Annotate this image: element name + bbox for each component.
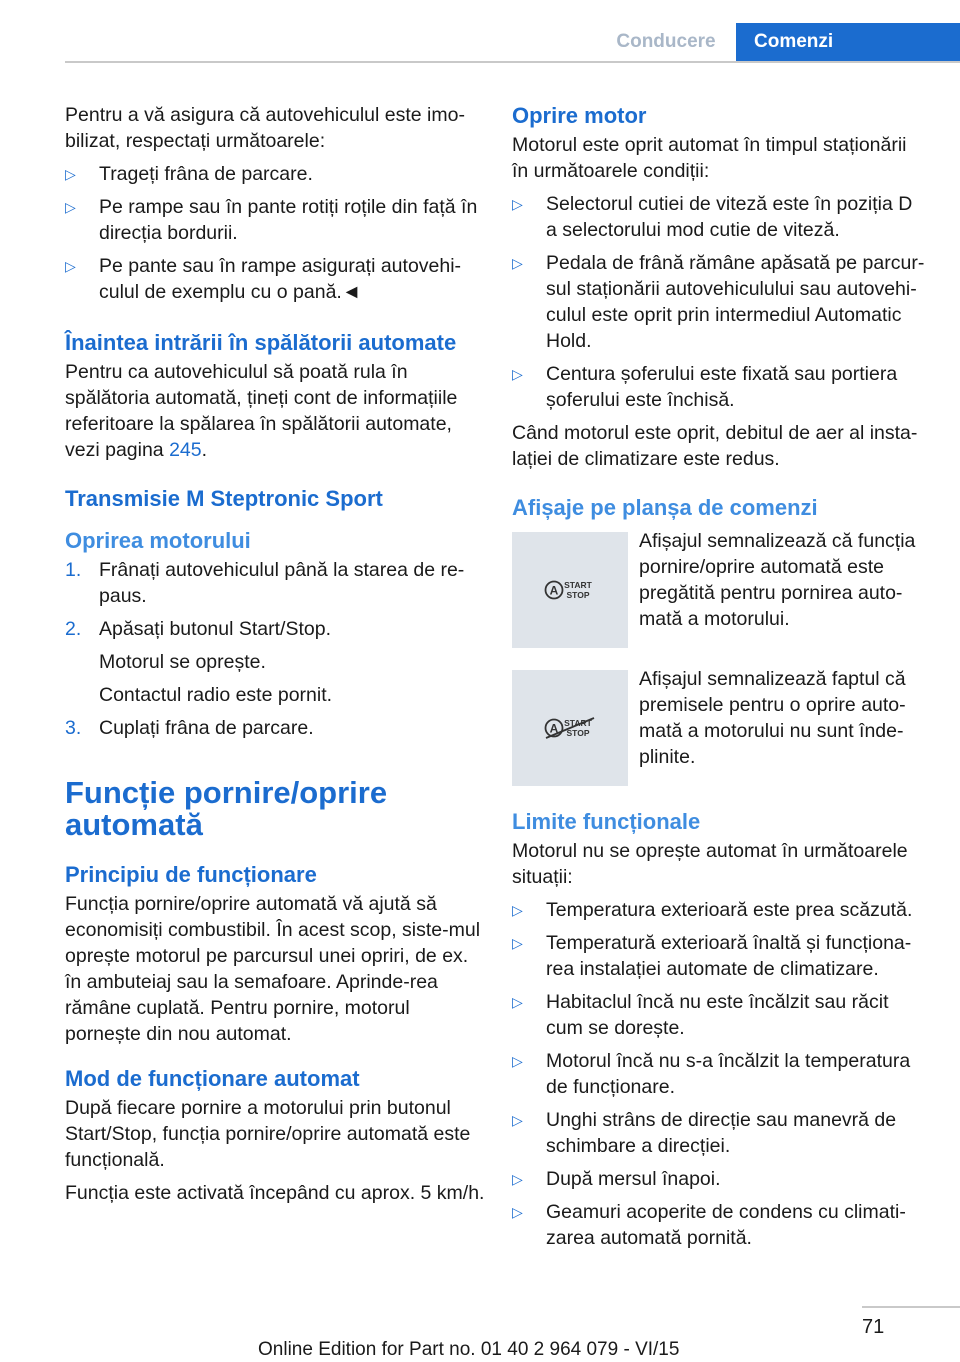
svg-text:STOP: STOP	[566, 728, 590, 738]
page-link[interactable]: 245	[169, 439, 202, 461]
list-item: ▷ Temperatură exterioară înaltă și funcționa‐rea instalației automate de climatizare.	[512, 932, 912, 980]
mode-text-2: Funcția este activată începând cu aprox. 5 km/h.	[65, 1182, 485, 1204]
heading-transmission: Transmisie M Steptronic Sport	[65, 486, 383, 511]
svg-text:A: A	[549, 583, 559, 598]
triangle-bullet-icon: ▷	[512, 1204, 523, 1220]
footer-divider	[862, 1306, 960, 1308]
principle-text: Funcția pornire/oprire automată vă ajută să economisiți combustibil. În acest scop, siste‐mul oprește motorul pe parcursul unei opriri, de ex. în ambuteiaj sau la semafoare. Aprinde‐rea rămâne cuplată. Pentru pornire, motorul pornește din nou automat.	[65, 893, 481, 1045]
right-column	[512, 102, 927, 1258]
stop-steps	[65, 557, 485, 642]
tab-conducere[interactable]: Conducere	[616, 31, 716, 52]
list-item: 2. Apăsați butonul Start/Stop.	[65, 618, 331, 640]
header-divider	[65, 61, 960, 63]
display-row-ready	[512, 528, 927, 648]
triangle-bullet-icon: ▷	[512, 1171, 523, 1187]
list-item: ▷ Habitaclul încă nu este încălzit sau răcit cum se dorește.	[512, 991, 889, 1039]
svg-text:START: START	[564, 580, 592, 590]
svg-text:START: START	[564, 718, 592, 728]
list-item: ▷ Selectorul cutiei de viteză este în poziția D a selectorului mod cutie de viteză.	[512, 193, 913, 241]
auto-start-stop-crossed-symbol-icon	[544, 716, 596, 740]
intro-text: Pentru a vă asigura că autovehiculul este imo‐bilizat, respectați următoarele:	[65, 104, 465, 152]
list-item: ▷ Motorul încă nu s-a încălzit la temperatura de funcționare.	[512, 1050, 911, 1098]
engine-stop-intro: Motorul este oprit automat în timpul staționării în următoarele condiții:	[512, 134, 907, 182]
edition-text: Online Edition for Part no. 01 40 2 964 079 - VI/15	[258, 1339, 680, 1360]
limits-intro: Motorul nu se oprește automat în următoarele situații:	[512, 840, 908, 888]
list-item: ▷ După mersul înapoi.	[512, 1168, 721, 1190]
display-ready-text: Afișajul semnalizează că funcția pornire/oprire automată este pregătită pentru pornirea auto‐mată a motorului.	[639, 530, 916, 630]
stop-steps-cont	[65, 715, 485, 741]
triangle-bullet-icon: ▷	[512, 1112, 523, 1128]
list-item: ▷ Unghi strâns de direcție sau manevră de schimbare a direcției.	[512, 1109, 897, 1157]
triangle-bullet-icon: ▷	[512, 935, 523, 951]
list-item: ▷ Pedala de frână rămâne apăsată pe parcur‐sul staționării autovehiculului sau autovehi‐culul este oprit prin intermediul Automatic Hold.	[512, 252, 925, 352]
triangle-bullet-icon: ▷	[65, 258, 76, 274]
display-row-not-ready	[512, 666, 927, 786]
list-item: ▷ Geamuri acoperite de condens cu climati‐zarea automată pornită.	[512, 1201, 906, 1249]
triangle-bullet-icon: ▷	[512, 366, 523, 382]
triangle-bullet-icon: ▷	[512, 902, 523, 918]
page-number: 71	[862, 1316, 885, 1338]
auto-start-stop-symbol-icon	[544, 578, 596, 602]
heading-engine-stop: Oprire motor	[512, 103, 647, 128]
triangle-bullet-icon: ▷	[512, 994, 523, 1010]
auto-start-stop-ready-icon	[512, 532, 628, 648]
heading-mode: Mod de funcționare automat	[65, 1066, 360, 1091]
triangle-bullet-icon: ▷	[512, 255, 523, 271]
triangle-bullet-icon: ▷	[512, 196, 523, 212]
engine-stop-note: Când motorul este oprit, debitul de aer al insta‐lației de climatizare este redus.	[512, 422, 918, 470]
carwash-text: Pentru ca autovehiculul să poată rula în spălătoria automată, țineți cont de informațiile referitoare la spălarea în spălătorii automate, vezi pagina 245.	[65, 361, 458, 461]
tab-comenzi[interactable]: Comenzi	[736, 23, 960, 61]
list-item: ▷ Temperatura exterioară este prea scăzută.	[512, 899, 913, 921]
left-column	[65, 102, 485, 1213]
auto-start-stop-crossed-icon	[512, 670, 628, 786]
heading-autostart: Funcție pornire/oprire automată	[65, 775, 388, 842]
list-item: 3. Cuplați frâna de parcare.	[65, 717, 314, 739]
heading-limits: Limite funcționale	[512, 809, 701, 834]
heading-principle: Principiu de funcționare	[65, 862, 317, 887]
svg-text:A: A	[549, 721, 559, 736]
heading-carwash: Înaintea intrării în spălătorii automate	[65, 330, 457, 355]
triangle-bullet-icon: ▷	[512, 1053, 523, 1069]
list-item: ▷ Trageți frâna de parcare.	[65, 163, 313, 185]
svg-text:STOP: STOP	[566, 590, 590, 600]
list-item: ▷ Pe pante sau în rampe asigurați autovehi‐culul de exemplu cu o pană.◄	[65, 255, 462, 303]
triangle-bullet-icon: ▷	[65, 199, 76, 215]
mode-text-1: După fiecare pornire a motorului prin butonul Start/Stop, funcția pornire/oprire automată este funcțională.	[65, 1097, 471, 1171]
triangle-bullet-icon: ▷	[65, 166, 76, 182]
display-not-ready-text: Afișajul semnalizează faptul că premisele pentru o oprire auto‐mată a motorului nu sunt înde‐plinite.	[639, 668, 906, 768]
engine-stop-list	[512, 191, 927, 413]
step-substep: Motorul se oprește.	[99, 651, 266, 673]
limits-list	[512, 897, 927, 1251]
list-item: 1. Frânați autovehiculul până la starea de re‐paus.	[65, 559, 465, 607]
heading-displays: Afișaje pe planșa de comenzi	[512, 495, 818, 520]
intro-list	[65, 161, 485, 305]
list-item: ▷ Centura șoferului este fixată sau portiera șoferului este închisă.	[512, 363, 898, 411]
heading-stop-engine: Oprirea motorului	[65, 528, 251, 553]
step-substep: Contactul radio este pornit.	[99, 684, 333, 706]
list-item: ▷ Pe rampe sau în pante rotiți roțile din față în direcția bordurii.	[65, 196, 478, 244]
